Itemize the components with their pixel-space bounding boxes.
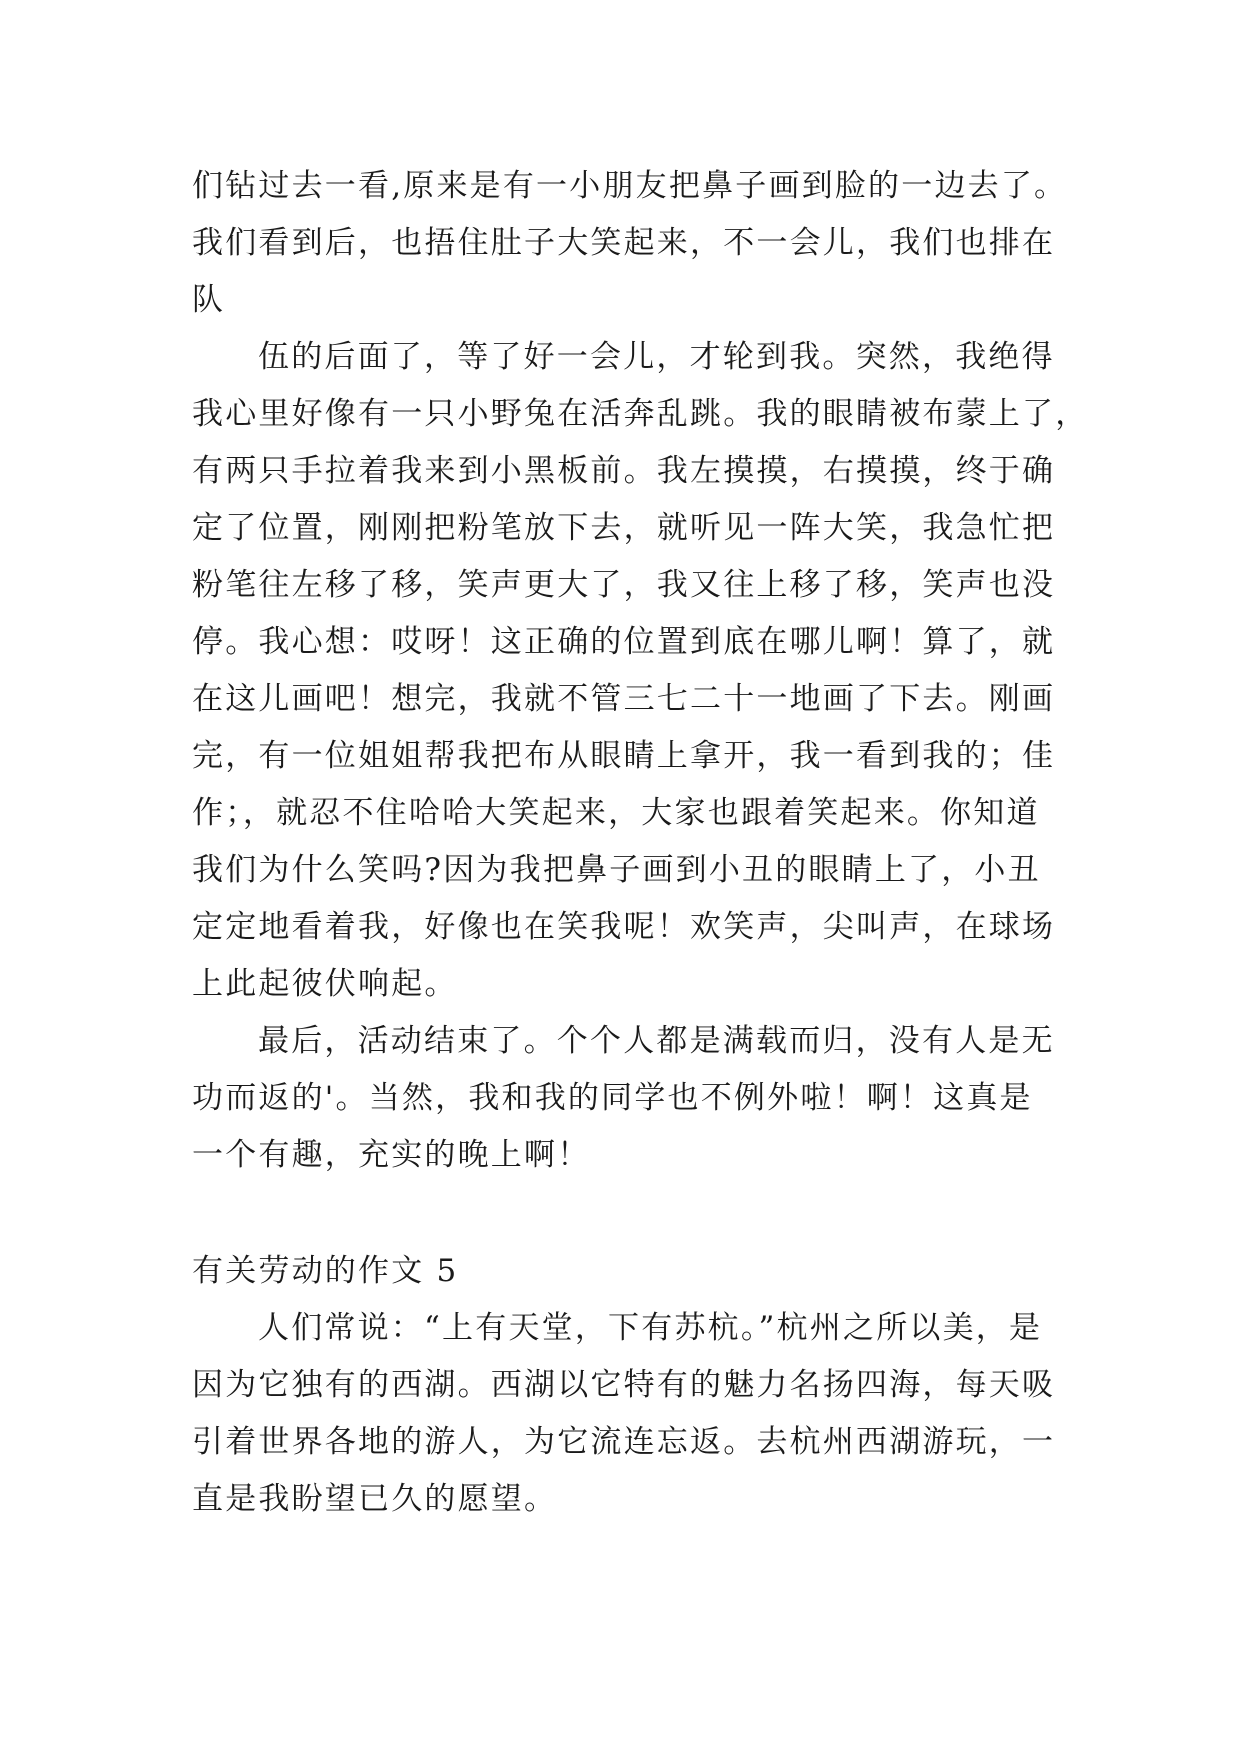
body-line: 作；，就忍不住哈哈大笑起来，大家也跟着笑起来。你知道: [192, 795, 1040, 831]
body-line: 我们看到后，也捂住肚子大笑起来，不一会儿，我们也排在: [192, 225, 1056, 261]
body-line: 定了位置，刚刚把粉笔放下去，就听见一阵大笑，我急忙把: [192, 510, 1056, 546]
paragraph-first-line: 人们常说：“上有天堂，下有苏杭。”杭州之所以美，是: [258, 1310, 1043, 1346]
paragraph-first-line: 最后，活动结束了。个个人都是满载而归，没有人是无: [258, 1023, 1055, 1059]
body-line: 定定地看着我，好像也在笑我呢！欢笑声，尖叫声，在球场: [192, 909, 1056, 945]
body-line: 我心里好像有一只小野兔在活奔乱跳。我的眼睛被布蒙上了，: [192, 396, 1089, 432]
body-line: 们钻过去一看,原来是有一小朋友把鼻子画到脸的一边去了。: [192, 168, 1068, 204]
body-line: 队: [192, 282, 226, 318]
body-line: 因为它独有的西湖。西湖以它特有的魅力名扬四海，每天吸: [192, 1367, 1056, 1403]
body-line: 一个有趣，充实的晚上啊！: [192, 1137, 591, 1173]
body-line: 直是我盼望已久的愿望。: [192, 1481, 558, 1517]
body-line: 在这儿画吧！想完，我就不管三七二十一地画了下去。刚画: [192, 681, 1056, 717]
body-line: 粉笔往左移了移，笑声更大了，我又往上移了移，笑声也没: [192, 567, 1056, 603]
body-line: 我们为什么笑吗?因为我把鼻子画到小丑的眼睛上了，小丑: [192, 852, 1041, 888]
body-line: 功而返的'。当然，我和我的同学也不例外啦！啊！这真是: [192, 1080, 1033, 1116]
body-line: 上此起彼伏响起。: [192, 966, 458, 1002]
body-line: 引着世界各地的游人，为它流连忘返。去杭州西湖游玩，一: [192, 1424, 1056, 1460]
paragraph-first-line: 伍的后面了，等了好一会儿，才轮到我。突然，我绝得: [258, 339, 1055, 375]
body-line: 停。我心想：哎呀！这正确的位置到底在哪儿啊！算了，就: [192, 624, 1056, 660]
body-line: 完，有一位姐姐帮我把布从眼睛上拿开，我一看到我的；佳: [192, 738, 1056, 774]
body-line: 有两只手拉着我来到小黑板前。我左摸摸，右摸摸，终于确: [192, 453, 1056, 489]
section-heading: 有关劳动的作文 5: [192, 1253, 459, 1289]
